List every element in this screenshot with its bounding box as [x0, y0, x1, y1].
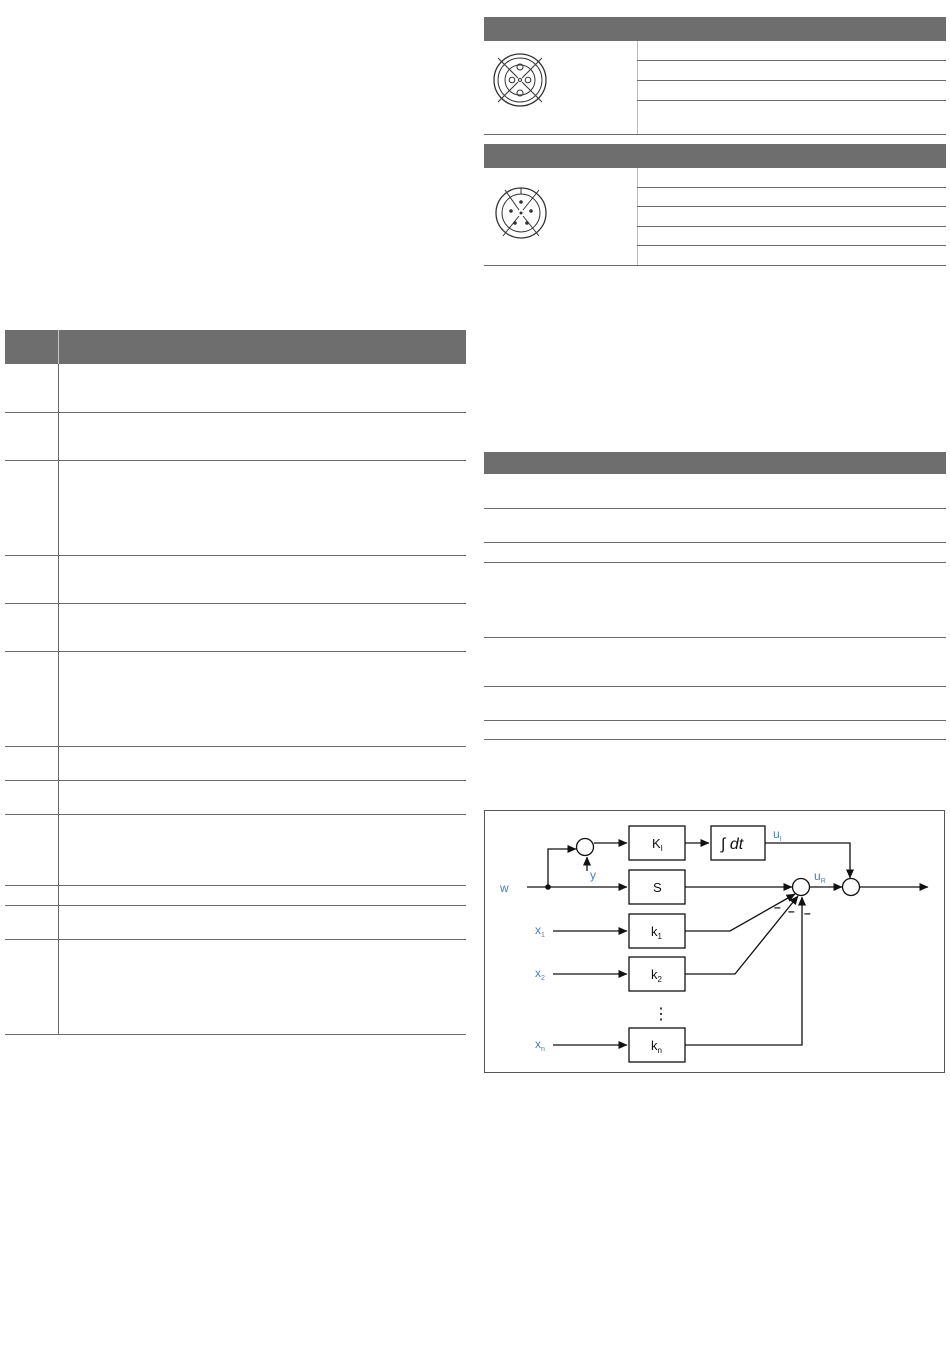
connector-table-plug-row-line	[637, 226, 946, 227]
parameter-table-row-line	[484, 686, 946, 687]
state-controller-block-diagram	[484, 810, 945, 1073]
left-table-row-line	[5, 814, 466, 815]
vertical-ellipsis: ⋮	[653, 1006, 669, 1023]
block-k1-label: $k_1$	[651, 924, 662, 941]
parameter-table-row-line	[484, 508, 946, 509]
left-table-row-line	[5, 460, 466, 461]
connector-table-socket-divider	[637, 41, 638, 134]
block-integrator-label: ∫ dt	[721, 836, 744, 853]
connector-table-plug-row-line	[637, 245, 946, 246]
parameter-table-row-line	[484, 637, 946, 638]
branch-point	[545, 884, 551, 890]
left-table-row-line	[5, 905, 466, 906]
label-w: w	[500, 881, 509, 895]
signal-line-w-branch	[548, 849, 576, 887]
left-table-header	[5, 330, 466, 364]
connector-table-plug-row-line	[637, 206, 946, 207]
minus-sign-k1: –	[774, 900, 781, 914]
connector-table-plug-bottom-line	[484, 265, 946, 266]
parameter-table-row-line	[484, 720, 946, 721]
connector-table-plug-header	[484, 144, 946, 168]
left-table-row-line	[5, 780, 466, 781]
connector-table-plug-row-line	[637, 187, 946, 188]
parameter-table-row-line	[484, 739, 946, 740]
signal-line-kn-out	[685, 897, 802, 1045]
m12-plug-connector-image	[493, 184, 549, 242]
label-x1: $x_1$	[535, 923, 545, 939]
connector-table-socket-row-line	[637, 80, 946, 81]
connector-table-socket-row-line	[637, 100, 946, 101]
block-k2-label: $k_2$	[651, 967, 662, 984]
summing-junction-1	[577, 839, 594, 856]
summing-junction-2	[793, 879, 810, 896]
left-table-row-line	[5, 1034, 466, 1035]
connector-table-socket-header	[484, 17, 946, 41]
connector-table-plug-divider	[637, 168, 638, 265]
parameter-table-row-line	[484, 562, 946, 563]
minus-sign-kn: –	[804, 906, 811, 920]
left-table-row-line	[5, 412, 466, 413]
minus-sign-k2: –	[788, 904, 795, 918]
left-table-row-line	[5, 885, 466, 886]
connector-table-socket-row-line	[637, 60, 946, 61]
left-table-row-line	[5, 555, 466, 556]
block-diagram-canvas	[485, 811, 946, 1074]
block-ki-label: $K_I$	[652, 836, 663, 853]
signal-line-k2-out	[685, 896, 798, 974]
label-ui: $u_I$	[773, 827, 782, 843]
left-table-row-line	[5, 603, 466, 604]
block-kn-label: $k_n$	[651, 1038, 662, 1055]
signal-line-ui	[765, 843, 850, 878]
parameter-table-row-line	[484, 542, 946, 543]
block-s-label: S	[653, 880, 662, 895]
summing-junction-3	[843, 879, 860, 896]
label-y: y	[590, 868, 596, 882]
left-table-row-line	[5, 651, 466, 652]
left-table-row-line	[5, 746, 466, 747]
m12-socket-connector-image	[490, 50, 550, 110]
label-x2: $x_2$	[535, 966, 545, 982]
left-table-row-line	[5, 939, 466, 940]
label-xn: $x_n$	[535, 1037, 545, 1053]
connector-table-socket-bottom-line	[484, 134, 946, 135]
parameter-table-header	[484, 452, 946, 474]
left-table-column-divider-body	[58, 364, 59, 1034]
label-ur: $u_R$	[814, 869, 826, 885]
